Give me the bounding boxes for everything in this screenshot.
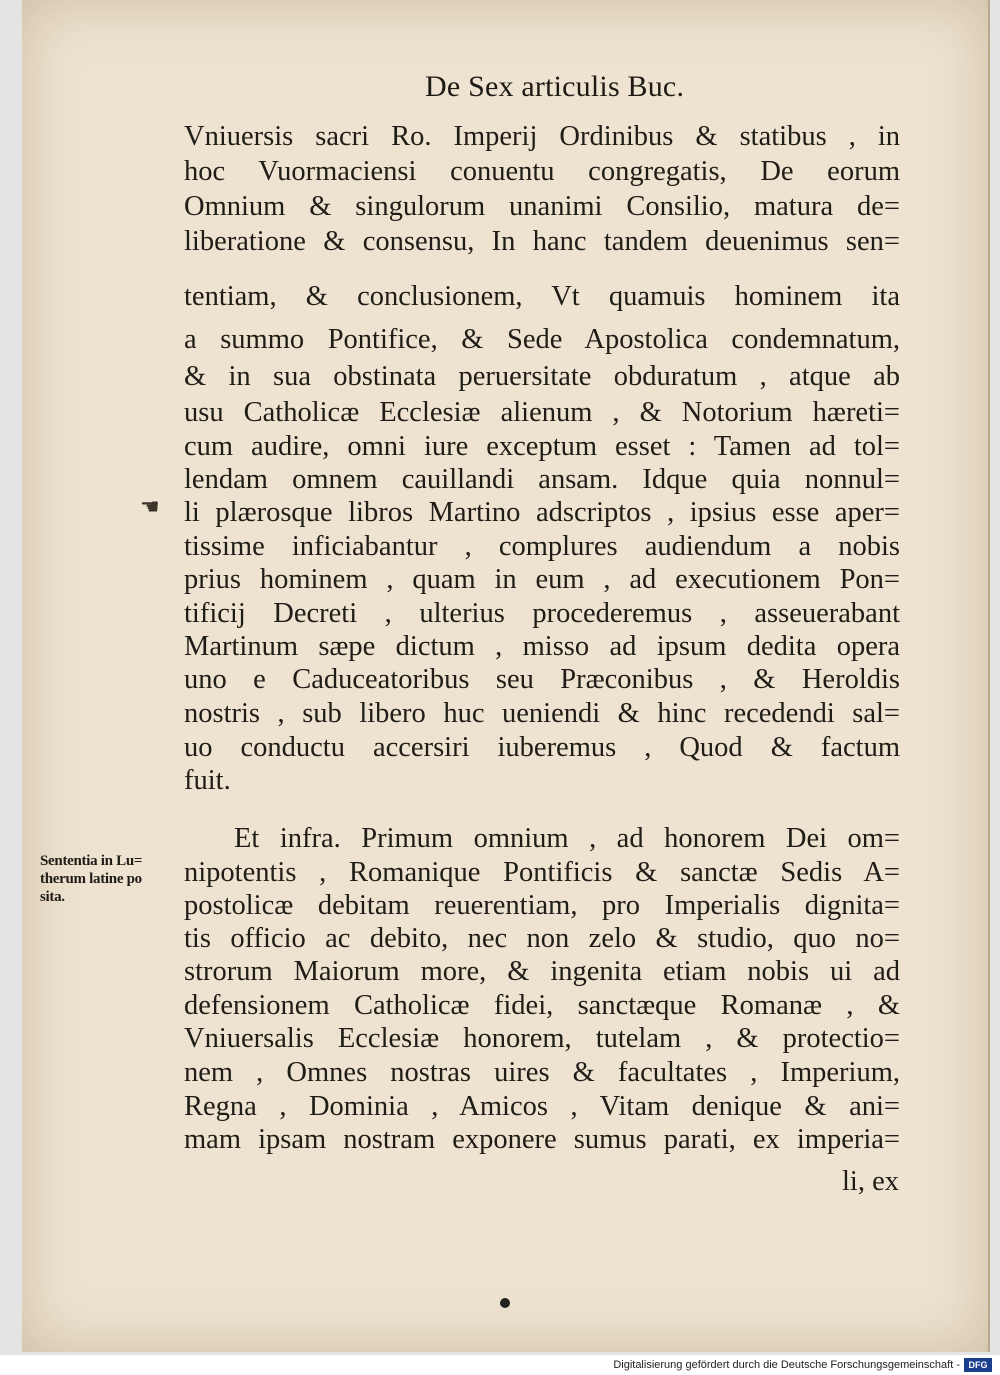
margin-note-line: Sententia in Lu= — [40, 853, 143, 869]
text-line: lendam omnem cauillandi ansam. Idque quia nonnul= — [184, 464, 900, 495]
text-line: tentiam, & conclusionem, Vt quamuis hominem ita — [184, 281, 900, 312]
text-line: cum audire, omni iure exceptum esset : Tamen ad tol= — [184, 431, 900, 462]
text-line: usu Catholicæ Ecclesiæ alienum , & Notorium hæreti= — [184, 397, 900, 428]
running-title: De Sex articulis Buc. — [425, 70, 685, 103]
text-line: strorum Maiorum more, & ingenita etiam nobis ui ad — [184, 956, 900, 987]
text-line: fuit. — [184, 765, 231, 796]
text-line: & in sua obstinata peruersitate obduratum , atque ab — [184, 361, 900, 392]
signature-dot — [500, 1298, 510, 1308]
text-line: uo conductu accersiri iuberemus , Quod & factum — [184, 732, 900, 763]
catchword: li, ex — [842, 1166, 899, 1197]
text-line: nostris , sub libero huc ueniendi & hinc recedendi sal= — [184, 698, 900, 729]
text-line: liberatione & consensu, In hanc tandem deuenimus sen= — [184, 226, 900, 257]
margin-note — [40, 852, 180, 906]
dfg-logo-icon: DFG — [964, 1358, 992, 1372]
text-line: Vniuersalis Ecclesiæ honorem, tutelam , & protectio= — [184, 1023, 900, 1054]
text-line: tissime inficiabantur , complures audiendum a nobis — [184, 531, 900, 562]
text-line: nipotentis , Romanique Pontificis & sanctæ Sedis A= — [184, 857, 900, 888]
text-line: Vniuersis sacri Ro. Imperij Ordinibus & statibus , in — [184, 121, 900, 152]
credit-text: Digitalisierung gefördert durch die Deutsche Forschungsgemeinschaft - — [613, 1359, 960, 1371]
text-line: hoc Vuormaciensi conuentu congregatis, De eorum — [184, 156, 900, 187]
text-line: uno e Caduceatoribus seu Præconibus , & Heroldis — [184, 664, 900, 695]
text-line: nem , Omnes nostras uires & facultates , Imperium, — [184, 1057, 900, 1088]
margin-note-line: sita. — [40, 889, 65, 905]
text-line: defensionem Catholicæ fidei, sanctæque Romanæ , & — [184, 990, 900, 1021]
text-line: Omnium & singulorum unanimi Consilio, matura de= — [184, 191, 900, 222]
text-line: prius hominem , quam in eum , ad executionem Pon= — [184, 564, 900, 595]
text-line: tificij Decreti , ulterius procederemus , asseuerabant — [184, 598, 900, 629]
text-line: mam ipsam nostram exponere sumus parati, ex imperia= — [184, 1124, 900, 1155]
margin-note-line: therum latine po — [40, 871, 142, 887]
text-line: Et infra. Primum omnium , ad honorem Dei om= — [234, 823, 900, 854]
text-line: a summo Pontifice, & Sede Apostolica condemnatum, — [184, 324, 900, 355]
text-line: li plærosque libros Martino adscriptos , ipsius esse aper= — [184, 497, 900, 528]
manicule-mark: ☚ — [140, 494, 160, 519]
text-line: tis officio ac debito, nec non zelo & studio, quo no= — [184, 923, 900, 954]
text-line: Regna , Dominia , Amicos , Vitam denique & ani= — [184, 1091, 900, 1122]
text-line: Martinum sæpe dictum , misso ad ipsum dedita opera — [184, 631, 900, 662]
text-line: postolicæ debitam reuerentiam, pro Imperialis dignita= — [184, 890, 900, 921]
